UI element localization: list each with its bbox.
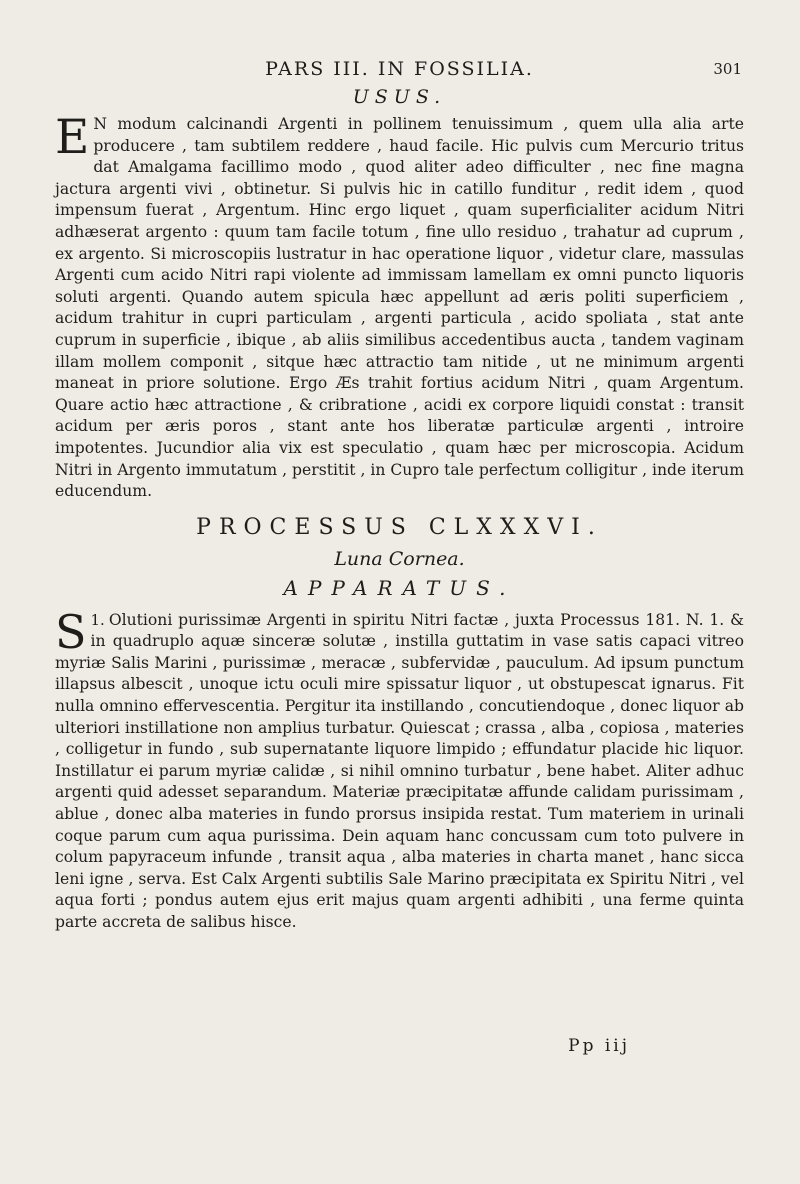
running-title: PARS III. IN FOSSILIA. — [265, 58, 534, 80]
drop-cap-s: S — [55, 604, 87, 659]
paragraph-number: 1. — [90, 610, 105, 629]
drop-cap-e: E — [55, 110, 90, 165]
signature-mark: Pp iij — [568, 1036, 630, 1056]
apparatus-heading: APPARATUS. — [283, 575, 516, 600]
apparatus-paragraph — [55, 604, 744, 934]
usus-text: N modum calcinandi Argenti in pollinem tenuissimum , quem ulla alia arte producere , tam subtilem reddere , haud facile. Hic pulvis cum Mercurio tritus dat Amalgama facillimo modo , quod aliter adeo difficulter , nec fine magna jactura argenti vivi , obtinetur. Si pulvis hic in catillo funditur , redit idem , quod impensum fuerat , Argentum. Hinc ergo liquet , quam superficialiter acidum Nitri adhæserat argento : quum tam facile totum , fine ullo residuo , trahatur ad cuprum , ex argento. Si microscopiis lustratur in hac operatione liquor , videtur clare, massulas Argenti cum acido Nitri rapi violente ad immissam lamellam ex omni puncto liquoris soluti argenti. Quando autem spicula hæc appellunt ad æris politi superficiem , acidum trahitur in cupri particulam , argenti particula , acido spoliata , stat ante cuprum in superficie , ibique , ab aliis similibus accedentibus aucta , tandem vaginam illam mollem componit , sitque hæc attractio tam nitide , ut ne minimum argenti maneat in priore solutione. Ergo Æs trahit fortius acidum Nitri , quam Argentum. Quare actio hæc attractione , & cribratione , acidi ex corpore liquidi constat : transit acidum per æris poros , stant ante hos liberatæ particulæ argenti , introire impotentes. Jucundior alia vix est speculatio , quam hæc per microscopia. Acidum Nitri in Argento immutatum , perstitit , in Cupro tale perfectum colligitur , inde iterum educendum. — [55, 115, 744, 501]
process-title: PROCESSUS CLXXXVI. — [196, 514, 603, 540]
page-number: 301 — [713, 60, 742, 78]
apparatus-text: Olutioni purissimæ Argenti in spiritu Nitri factæ , juxta Processus 181. N. 1. & in quadruplo aquæ sinceræ solutæ , instilla guttatim in vase satis capaci vitreo myriæ Salis Marini , purissimæ , meracæ , subfervidæ , pauculum. Ad ipsum punctum illapsus albescit , unoque ictu oculi mire spissatur liquor , ut obstupescat ignarus. Fit nulla omnino effervescentia. Pergitur ita instillando , concutiendoque , donec liquor ab ulteriori instillatione non amplius turbatur. Quiescat ; crassa , alba , copiosa , materies , colligetur in fundo , sub supernatante liquore limpido ; effundatur placide hic liquor. Instillatur ei parum myriæ calidæ , si nihil omnino turbatur , bene habet. Aliter adhuc argenti quid adesset separandum. Materiæ præcipitatæ affunde calidam purissimam , ablue , donec alba materies in fundo prorsus insipida restat. Tum materiem in urinali coque parum cum aqua purissima. Dein aquam hanc concussam cum toto pulvere in colum papyraceum infunde , transit aqua , alba materies in charta manet , hanc sicca leni igne , serva. Est Calx Argenti subtilis Sale Marino præcipitata ex Spiritu Nitri , vel aqua forti ; pondus autem ejus erit majus quam argenti adhibiti , una ferme quinta parte accreta de salibus hisce. — [55, 610, 744, 931]
section-heading-usus: USUS. — [352, 86, 447, 108]
usus-paragraph — [55, 110, 744, 503]
running-head — [55, 58, 744, 82]
process-subtitle: Luna Cornea. — [334, 547, 465, 570]
